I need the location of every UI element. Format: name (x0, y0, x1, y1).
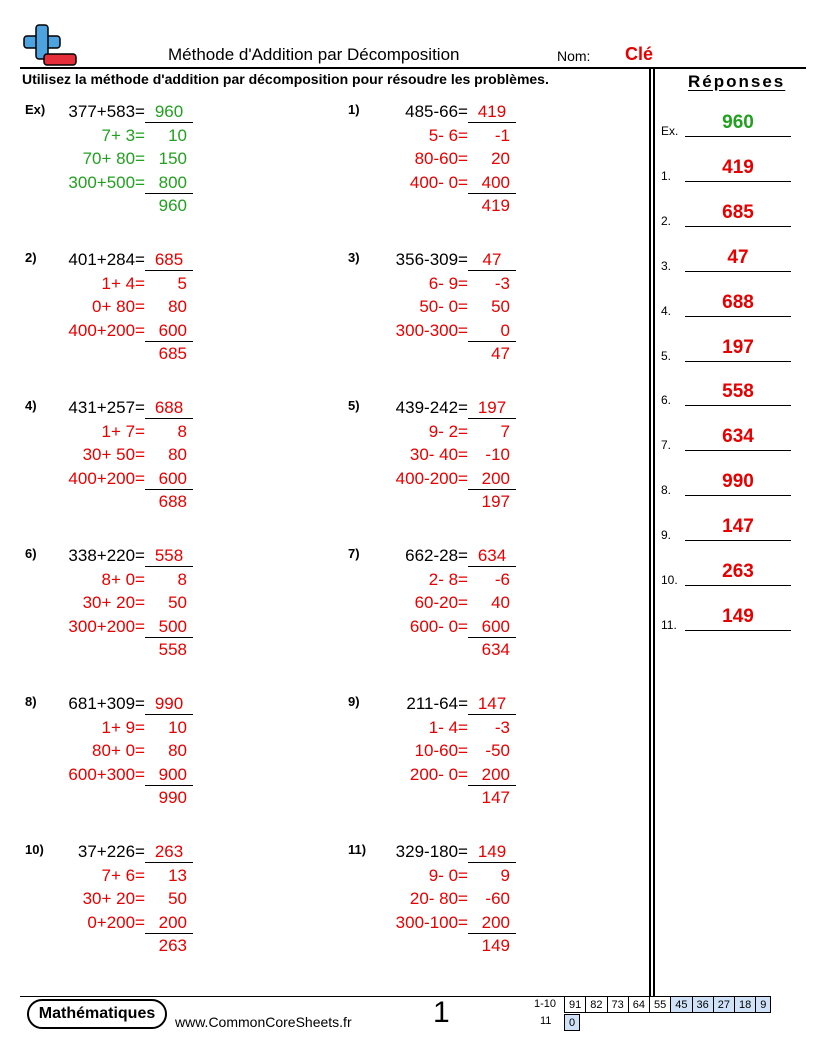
site-url[interactable]: www.CommonCoreSheets.fr (175, 1014, 352, 1030)
result-value: 147 (481, 788, 510, 807)
score-cell: 64 (628, 997, 649, 1013)
score-cell: 9 (756, 997, 771, 1013)
problem-number: 10) (25, 842, 44, 857)
step-value: 200 (468, 765, 516, 786)
step-value: 80 (168, 741, 187, 760)
step-expression: 10-60= (414, 741, 468, 760)
answer-value: 558 (722, 381, 754, 403)
answer-label: 10. (661, 573, 678, 587)
step-expression: 80-60= (414, 149, 468, 168)
result-value: 47 (491, 344, 510, 363)
question-expression: 431+257= (68, 398, 145, 417)
answer-line (685, 181, 791, 182)
result-value: 634 (481, 640, 510, 659)
step-value: 5 (177, 273, 187, 293)
answer-label: 9. (661, 528, 672, 543)
step-value: -10 (485, 445, 510, 464)
step-expression: 400-200= (395, 468, 468, 488)
step-value: 150 (158, 149, 187, 168)
result-value: 419 (481, 196, 510, 215)
answer-label: 3. (661, 258, 672, 273)
step-expression: 30+ 20= (82, 593, 145, 612)
question-expression: 329-180= (395, 842, 468, 861)
answer-value: 960 (722, 112, 754, 133)
step-value: 20 (491, 149, 510, 168)
step-expression: 70+ 80= (82, 149, 145, 168)
question-answer: 197 (468, 398, 516, 419)
step-value: 50 (168, 593, 187, 612)
step-expression: 400+200= (68, 468, 145, 488)
step-value: -3 (494, 717, 510, 737)
question-expression: 356-309= (395, 250, 468, 269)
score-table-row-2 (564, 1014, 580, 1031)
step-value: 10 (168, 717, 187, 737)
answer-line (685, 316, 791, 317)
answer-value: 197 (722, 336, 754, 358)
step-expression: 7+ 6= (101, 865, 145, 885)
problem-number: 5) (348, 398, 360, 413)
answer-value: 147 (722, 516, 754, 538)
answers-divider-right (653, 69, 655, 997)
step-expression: 30+ 50= (82, 445, 145, 464)
step-value: 8 (177, 421, 187, 441)
answer-line (685, 495, 791, 496)
result-value: 688 (158, 492, 187, 511)
step-expression: 600- 0= (409, 616, 468, 636)
step-value: 600 (145, 469, 193, 490)
answer-line (685, 226, 791, 227)
answer-line (685, 585, 791, 586)
answer-value: 990 (722, 471, 754, 493)
answer-value: 688 (722, 291, 754, 313)
step-expression: 5- 6= (428, 125, 468, 145)
question-answer: 263 (145, 842, 193, 863)
answer-value: 47 (727, 246, 749, 268)
problem-number: 11) (348, 842, 367, 857)
answer-value: 685 (722, 201, 754, 223)
problem-number: 6) (25, 546, 37, 561)
question-answer: 47 (468, 250, 516, 271)
answer-label: 5. (661, 348, 672, 363)
answer-line (685, 136, 791, 137)
problem-number: 2) (25, 250, 37, 265)
answer-label: 2. (661, 213, 672, 228)
step-value: 500 (145, 617, 193, 638)
result-value: 263 (158, 936, 187, 955)
step-expression: 9- 2= (428, 421, 468, 441)
step-value: 7 (500, 421, 510, 441)
step-value: 80 (168, 445, 187, 464)
step-value: -50 (485, 741, 510, 760)
answer-label: 1. (661, 168, 672, 183)
score-cell: 36 (692, 997, 713, 1013)
answer-line (685, 405, 791, 406)
step-value: 13 (168, 865, 187, 885)
step-value: 50 (168, 889, 187, 908)
question-answer: 419 (468, 102, 516, 123)
step-expression: 9- 0= (428, 865, 468, 885)
step-expression: 8+ 0= (101, 569, 145, 589)
question-expression: 211-64= (406, 694, 468, 713)
answer-label: 4. (661, 303, 672, 318)
step-value: -3 (494, 273, 510, 293)
result-value: 197 (481, 492, 510, 511)
step-expression: 1+ 7= (101, 421, 145, 441)
score-cell: 82 (586, 997, 607, 1013)
score-row-label: 11 (540, 1015, 552, 1027)
question-answer: 960 (145, 102, 193, 123)
step-expression: 30- 40= (409, 445, 468, 464)
answer-label: Ex. (661, 124, 679, 138)
question-answer: 685 (145, 250, 193, 271)
answer-value: 634 (722, 426, 754, 448)
step-expression: 1+ 4= (101, 273, 145, 293)
score-table-row-1 (564, 996, 771, 1013)
score-cell: 73 (607, 997, 628, 1013)
answers-heading: Réponses (688, 72, 786, 91)
problem-number: 4) (25, 398, 37, 413)
step-expression: 300-300= (395, 320, 468, 340)
step-value: -6 (494, 569, 510, 589)
step-value: 0 (468, 321, 516, 342)
answer-label: 8. (661, 483, 672, 498)
answer-line (685, 361, 791, 362)
result-value: 558 (158, 640, 187, 659)
answer-value: 419 (722, 156, 754, 178)
step-value: 900 (145, 765, 193, 786)
footer-divider (20, 996, 654, 997)
step-expression: 400+200= (68, 320, 145, 340)
step-value: 200 (468, 469, 516, 490)
answer-label: 11. (661, 617, 677, 632)
result-value: 990 (158, 788, 187, 807)
question-answer: 990 (145, 694, 193, 715)
score-cell: 55 (650, 997, 671, 1013)
result-value: 960 (158, 196, 187, 215)
step-value: -60 (485, 889, 510, 908)
step-value: 8 (177, 569, 187, 589)
step-expression: 0+200= (87, 912, 145, 932)
step-value: -1 (494, 125, 510, 145)
result-value: 149 (481, 936, 510, 955)
question-expression: 401+284= (68, 250, 145, 269)
step-expression: 600+300= (68, 764, 145, 784)
header-divider (20, 67, 806, 69)
step-expression: 20- 80= (409, 889, 468, 908)
answer-label: 6. (661, 393, 672, 408)
answer-line (685, 271, 791, 272)
step-value: 50 (491, 297, 510, 316)
question-expression: 662-28= (405, 546, 468, 565)
step-value: 600 (145, 321, 193, 342)
question-expression: 681+309= (68, 694, 145, 713)
name-value: Clé (625, 44, 654, 64)
question-expression: 338+220= (68, 546, 145, 565)
step-value: 800 (145, 173, 193, 194)
score-cell: 27 (713, 997, 734, 1013)
score-row-label: 1-10 (534, 998, 557, 1010)
answer-line (685, 540, 791, 541)
answer-value: 149 (722, 605, 754, 627)
step-expression: 0+ 80= (92, 297, 145, 316)
step-expression: 7+ 3= (101, 125, 145, 145)
question-expression: 485-66= (405, 102, 468, 121)
question-answer: 634 (468, 546, 516, 567)
step-expression: 300-100= (395, 912, 468, 932)
step-value: 9 (500, 865, 510, 885)
step-expression: 6- 9= (428, 273, 468, 293)
step-expression: 30+ 20= (82, 889, 145, 908)
step-expression: 300+200= (68, 616, 145, 636)
step-value: 400 (468, 173, 516, 194)
page-number: 1 (433, 996, 450, 1029)
problem-number: 7) (348, 546, 360, 561)
step-value: 600 (468, 617, 516, 638)
answers-divider-left (649, 69, 651, 997)
step-value: 10 (168, 125, 187, 145)
answer-value: 263 (722, 561, 754, 582)
name-label: Nom: (557, 48, 591, 64)
question-expression: 37+226= (77, 842, 145, 861)
page-title: Méthode d'Addition par Décomposition (168, 45, 460, 64)
step-expression: 300+500= (68, 172, 145, 192)
brand-badge: Mathématiques (27, 999, 167, 1029)
plus-minus-logo-icon (22, 24, 78, 68)
instructions: Utilisez la méthode d'addition par décomposition pour résoudre les problèmes. (22, 71, 549, 87)
step-expression: 2- 8= (428, 569, 468, 589)
step-expression: 1+ 9= (101, 717, 145, 737)
score-cell: 91 (565, 997, 586, 1013)
step-expression: 200- 0= (409, 764, 468, 784)
result-value: 685 (158, 344, 187, 363)
question-expression: 377+583= (68, 102, 145, 121)
score-cell: 18 (735, 997, 756, 1013)
score-cell: 45 (671, 997, 692, 1013)
answer-line (685, 630, 791, 631)
step-expression: 60-20= (414, 593, 468, 612)
problem-number: 3) (348, 250, 360, 265)
question-answer: 558 (145, 546, 193, 567)
step-value: 200 (145, 913, 193, 934)
step-expression: 1- 4= (428, 717, 468, 737)
question-answer: 688 (145, 398, 193, 419)
question-expression: 439-242= (395, 398, 468, 417)
problem-number: 1) (348, 102, 360, 117)
answer-label: 7. (661, 438, 672, 453)
step-value: 200 (468, 913, 516, 934)
step-expression: 400- 0= (409, 172, 468, 192)
question-answer: 149 (468, 842, 516, 863)
problem-number: 8) (25, 694, 37, 709)
problem-number: 9) (348, 694, 360, 709)
answer-line (685, 450, 791, 451)
score-cell: 0 (565, 1015, 580, 1031)
step-value: 80 (168, 297, 187, 316)
step-expression: 80+ 0= (92, 741, 145, 760)
step-expression: 50- 0= (419, 297, 468, 316)
problem-number: Ex) (25, 102, 46, 117)
step-value: 40 (491, 593, 510, 612)
question-answer: 147 (468, 694, 516, 715)
